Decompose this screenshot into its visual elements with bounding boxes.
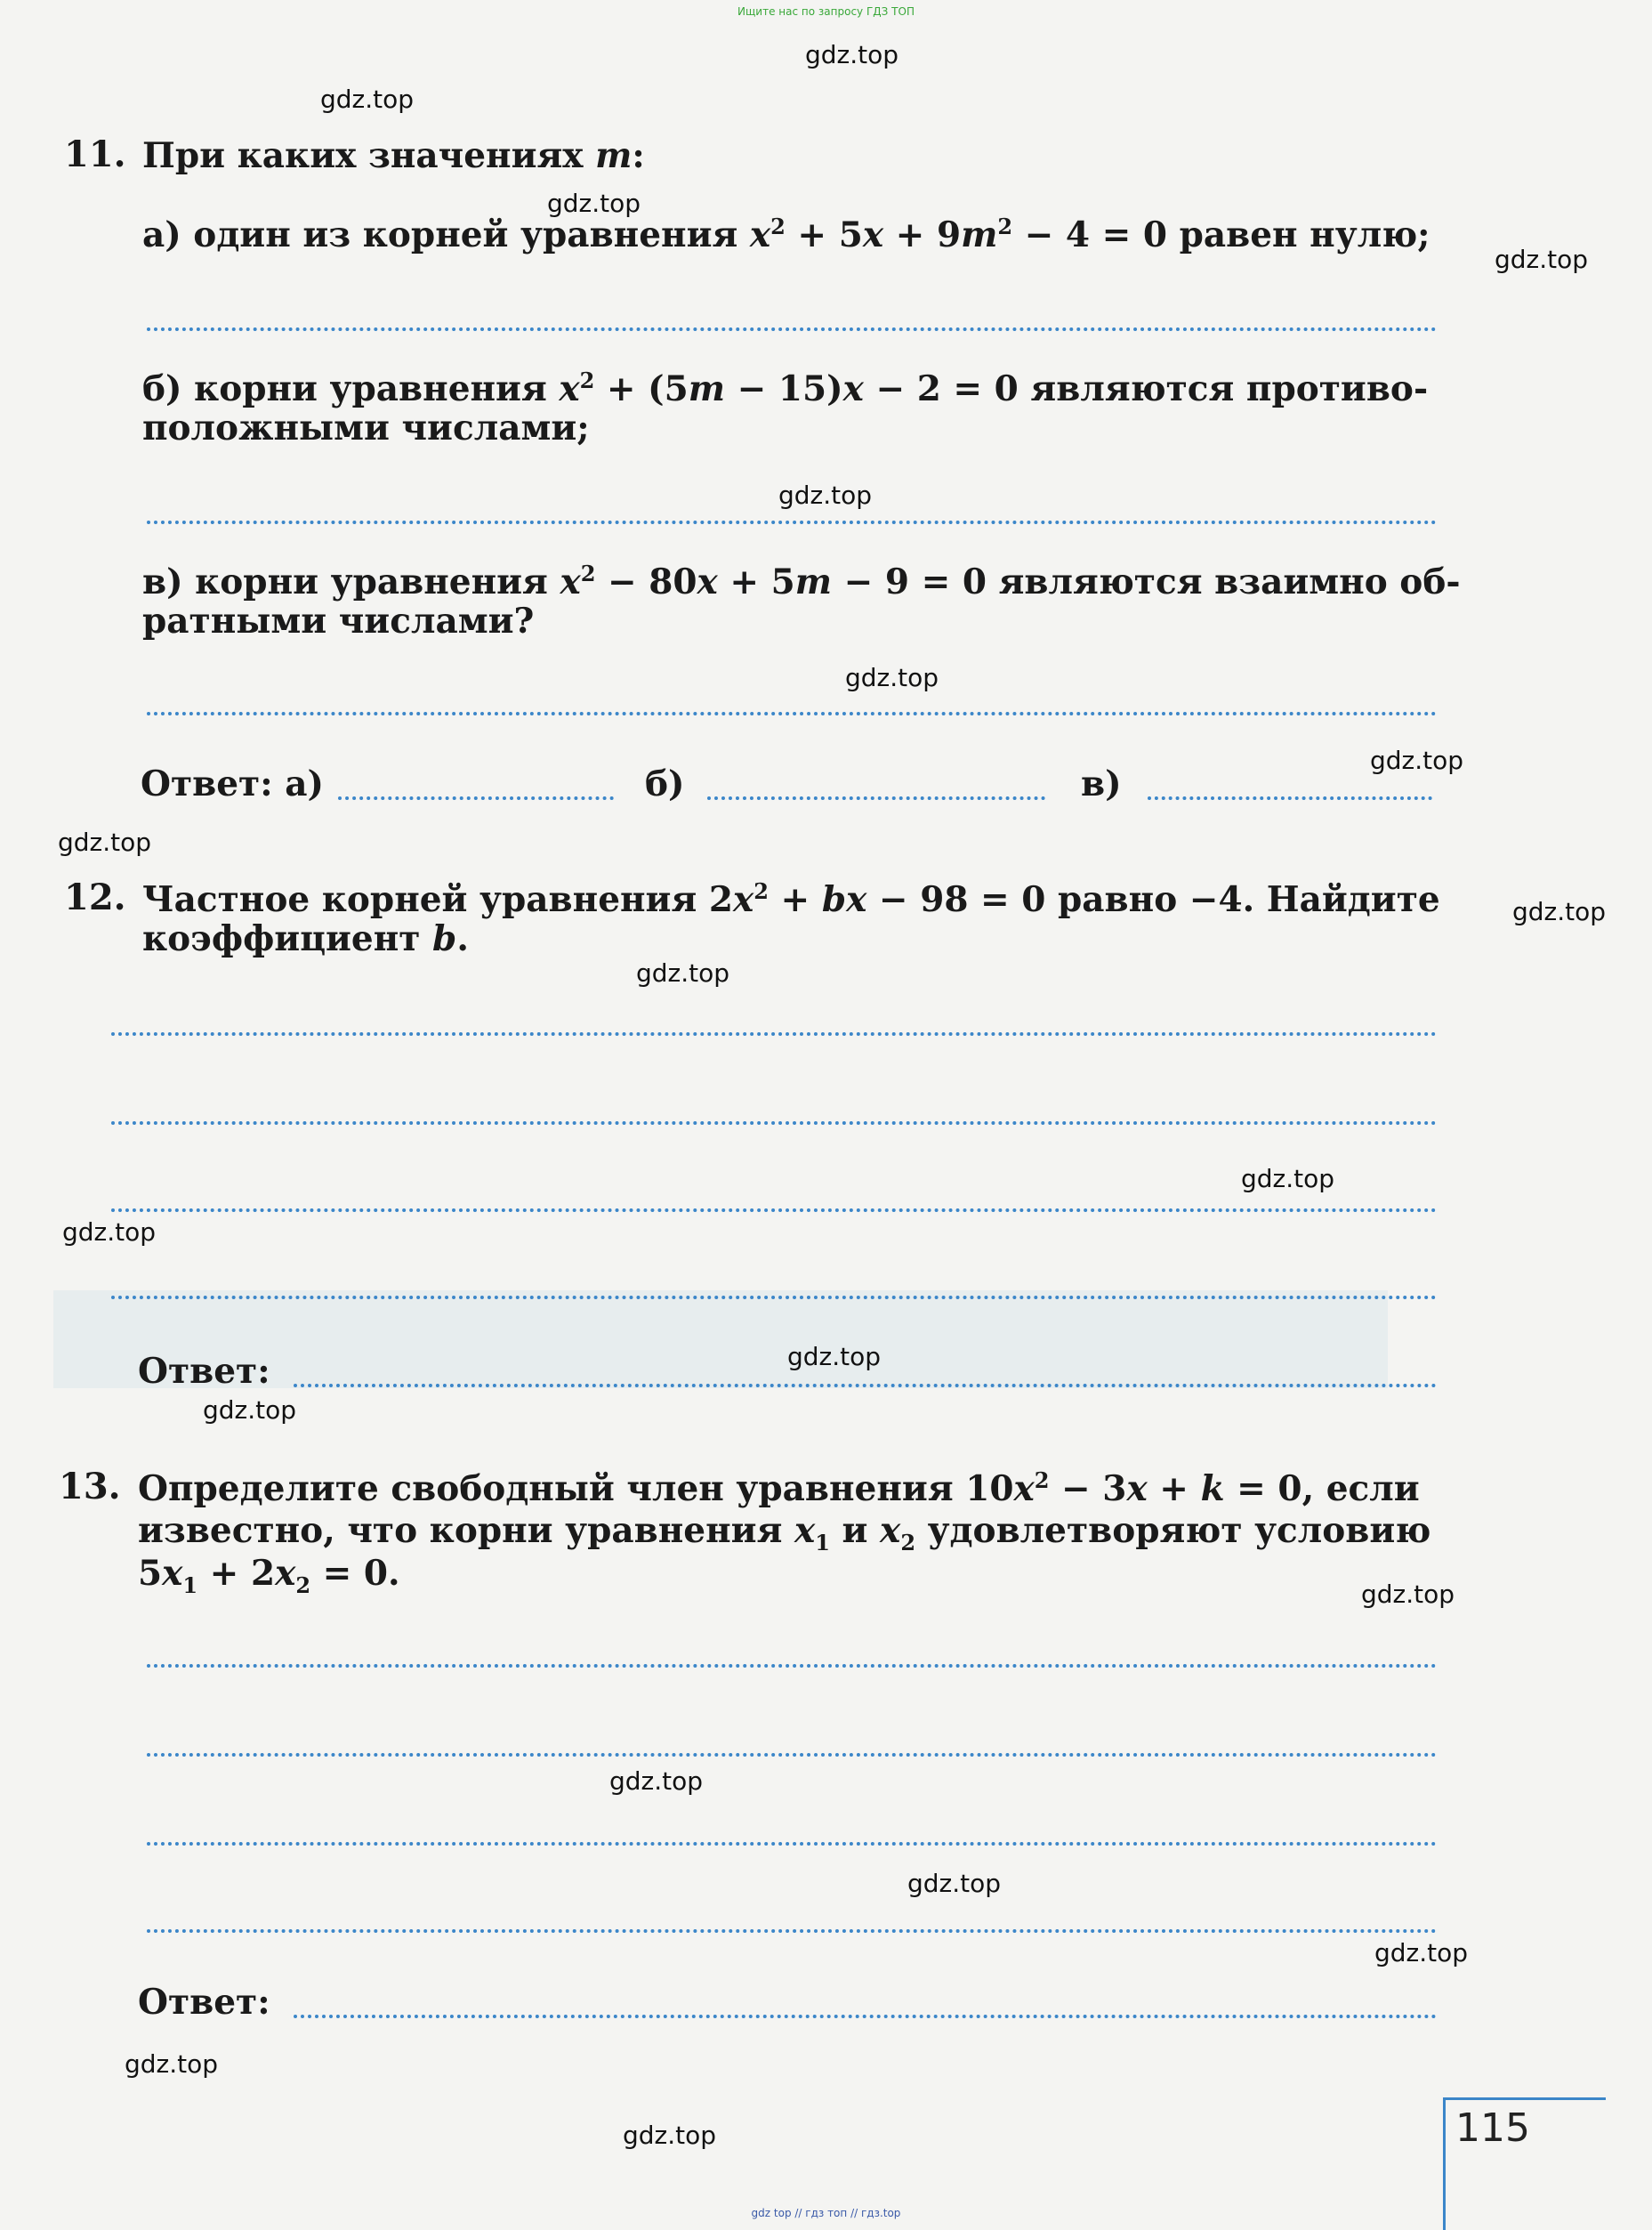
task-11c-line2: ратными числами? — [142, 601, 535, 642]
task-11-number: 11. — [64, 133, 126, 175]
watermark: gdz.top — [58, 828, 152, 857]
watermark: gdz.top — [547, 189, 641, 218]
equation-11c: $x^2 - 80x + 5m - 9 = 0$ — [560, 561, 987, 602]
equation-13: $10x^2 - 3x + k = 0$, — [965, 1467, 1315, 1509]
watermark: gdz.top — [1495, 245, 1589, 274]
header-note: Ищите нас по запросу ГДЗ ТОП — [737, 5, 915, 18]
answer-line[interactable] — [111, 1208, 1437, 1212]
watermark: gdz.top — [203, 1395, 297, 1425]
answer-line[interactable] — [147, 1753, 1437, 1757]
answer-line[interactable] — [147, 327, 1437, 331]
answer-a-field[interactable] — [338, 796, 614, 800]
task-11a: а) один из корней уравнения $x^2 + 5x + 9m^2 - 4 = 0$ равен нулю; — [142, 214, 1430, 255]
answer-line[interactable] — [147, 1842, 1437, 1846]
answer-line[interactable] — [147, 521, 1437, 524]
watermark: gdz.top — [1374, 1938, 1469, 1967]
answer-line[interactable] — [147, 1929, 1437, 1933]
watermark: gdz.top — [907, 1869, 1002, 1898]
watermark: gdz.top — [845, 663, 939, 692]
equation-11a: $x^2 + 5x + 9m^2 - 4 = 0$ — [749, 214, 1168, 255]
task-13-line2: известно, что корни уравнения $x_1$ и $x_2$ удовлетворяют условию — [138, 1510, 1431, 1555]
answer-line[interactable] — [111, 1296, 1437, 1299]
task-11c: в) корни уравнения $x^2 - 80x + 5m - 9 = 0$ являются взаимно об- — [142, 561, 1461, 602]
page-number: 115 — [1455, 2105, 1530, 2151]
watermark: gdz.top — [1512, 897, 1607, 926]
watermark: gdz.top — [125, 2049, 219, 2079]
task-11-intro: При каких значениях m: — [142, 135, 645, 176]
task-12-answer-label: Ответ: — [138, 1351, 270, 1392]
answer-line[interactable] — [111, 1032, 1437, 1036]
watermark: gdz.top — [320, 85, 415, 114]
task-11-answer-c: в) — [1081, 764, 1122, 804]
watermark: gdz.top — [778, 481, 873, 510]
watermark: gdz.top — [62, 1217, 157, 1247]
answer-line[interactable] — [147, 1664, 1437, 1668]
answer-c-field[interactable] — [1148, 796, 1432, 800]
task-12-line1: Частное корней уравнения $2x^2$ + bx − 98 = 0 равно −4. Найдите — [142, 878, 1440, 920]
task-11b-line2: положными числами; — [142, 408, 590, 448]
watermark: gdz.top — [636, 958, 730, 988]
task-13-number: 13. — [59, 1466, 121, 1507]
equation-11b: $x^2 + (5m - 15)x - 2 = 0$ — [559, 368, 1019, 409]
task-11b: б) корни уравнения $x^2 + (5m - 15)x - 2 = 0$ являются противо- — [142, 368, 1429, 409]
task-11-answer-b: б) — [645, 764, 685, 804]
task-11-answer-label: Ответ: а) — [141, 764, 324, 804]
footer-note: gdz top // гдз топ // гдз.top — [751, 2207, 901, 2219]
task-13-condition: $5x_1 + 2x_2 = 0$. — [138, 1553, 400, 1598]
answer-field[interactable] — [294, 1384, 1437, 1387]
answer-field[interactable] — [294, 2015, 1437, 2018]
task-12-number: 12. — [64, 877, 126, 918]
answer-line[interactable] — [111, 1121, 1437, 1125]
watermark: gdz.top — [787, 1342, 882, 1371]
watermark: gdz.top — [1370, 746, 1464, 775]
watermark: gdz.top — [805, 40, 899, 69]
equation-12: $2x^2$ + bx − 98 = 0 — [708, 878, 1046, 920]
watermark: gdz.top — [1361, 1580, 1455, 1609]
watermark: gdz.top — [609, 1766, 704, 1796]
watermark: gdz.top — [623, 2121, 717, 2150]
answer-line[interactable] — [147, 712, 1437, 715]
task-13-answer-label: Ответ: — [138, 1982, 270, 2023]
watermark: gdz.top — [1241, 1164, 1335, 1193]
task-13-line1: Определите свободный член уравнения $10x^2 - 3x + k = 0$, если — [138, 1467, 1420, 1509]
answer-b-field[interactable] — [707, 796, 1045, 800]
task-12-line2: коэффициент b. — [142, 918, 469, 959]
